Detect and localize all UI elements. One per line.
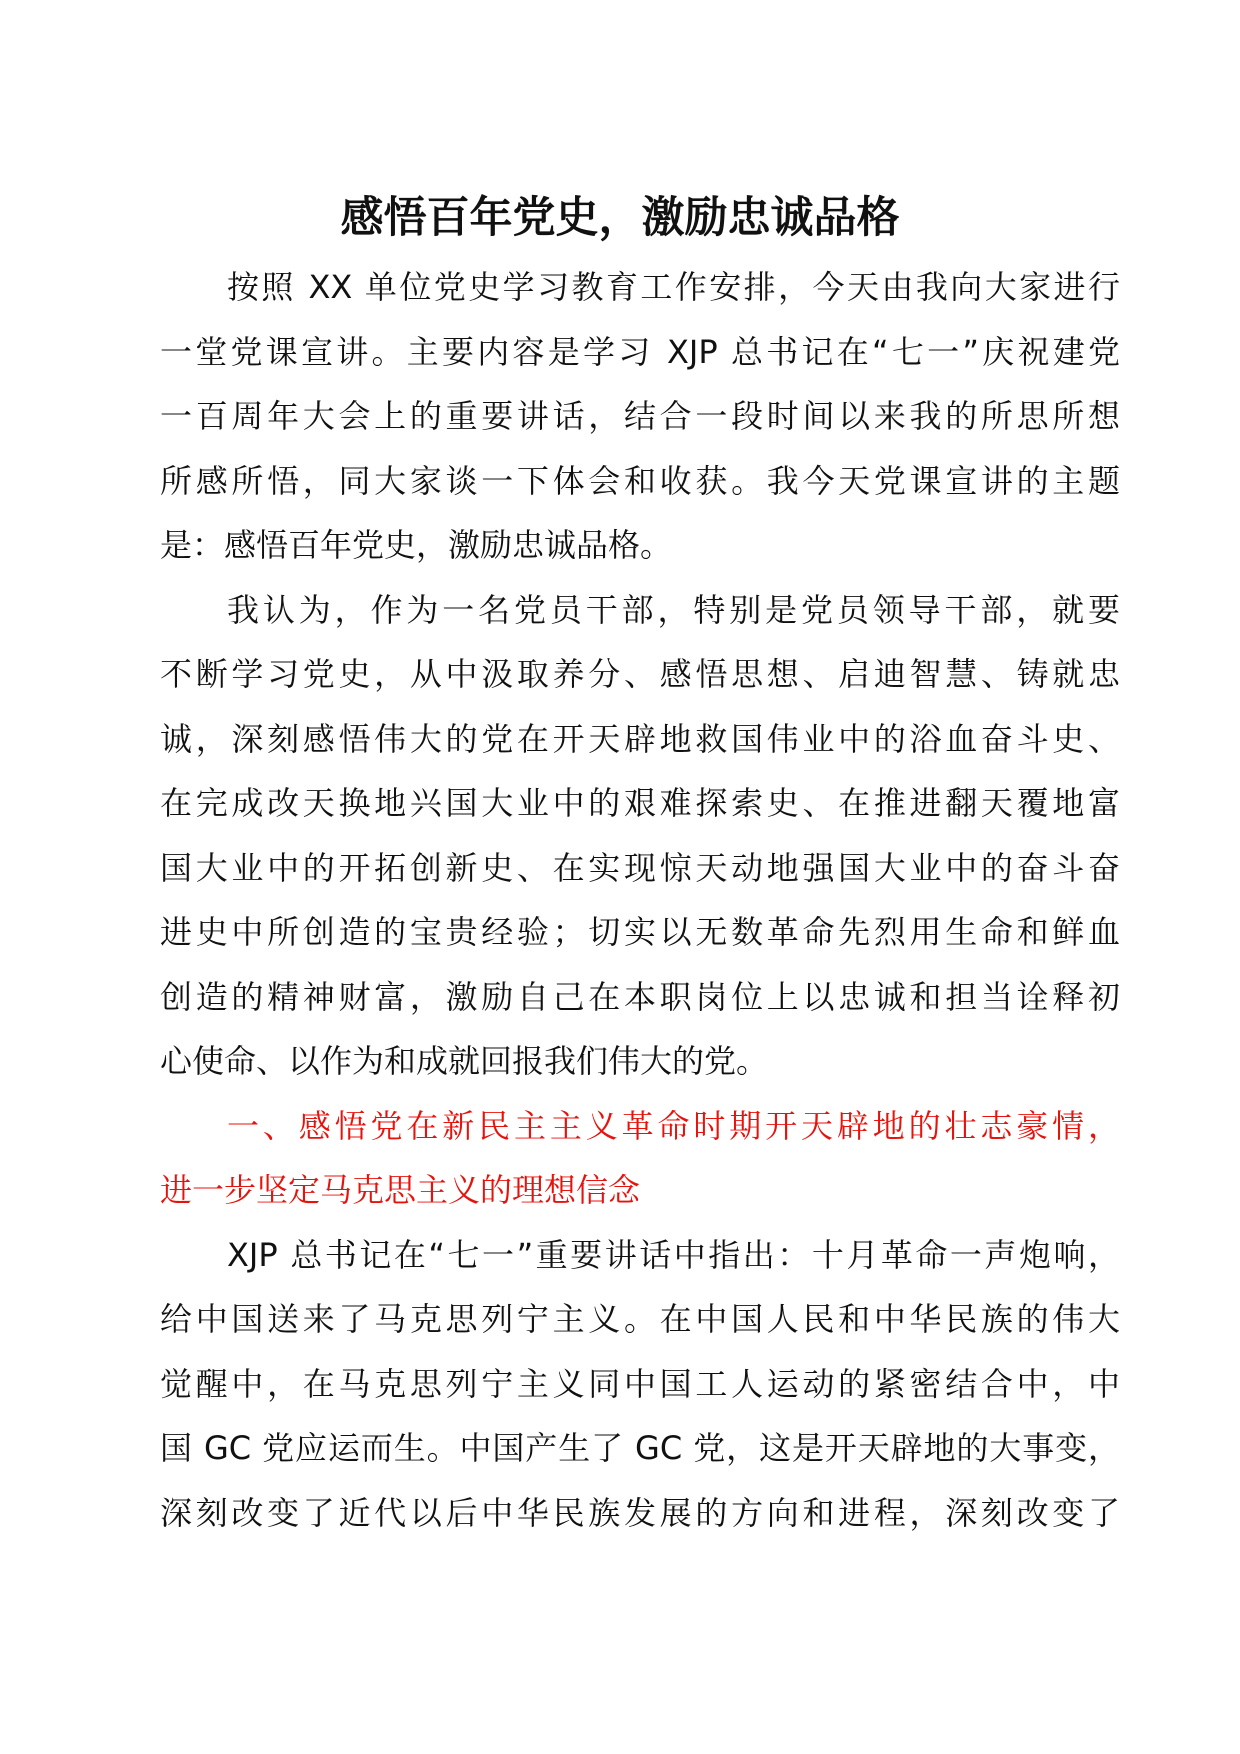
section-heading-line: 一、感悟党在新民主主义革命时期开天辟地的壮志豪情， (227, 1106, 1120, 1145)
text-line: 是：感悟百年党史，激励忠诚品格。 (160, 526, 673, 564)
text-line: XJP 总书记在“七一”重要讲话中指出：十月革命一声炮响， (227, 1235, 1120, 1274)
text-line: 给中国送来了马克思列宁主义。在中国人民和中华民族的伟大 (160, 1300, 1120, 1338)
text-line: 在完成改天换地兴国大业中的艰难探索史、在推进翻天覆地富 (160, 784, 1120, 822)
text-line: 进史中所创造的宝贵经验；切实以无数革命先烈用生命和鲜血 (160, 913, 1120, 951)
text-line: 我认为，作为一名党员干部，特别是党员领导干部，就要 (227, 590, 1120, 629)
text-line: 按照 XX 单位党史学习教育工作安排，今天由我向大家进行 (227, 268, 1120, 306)
text-line: 一堂党课宣讲。主要内容是学习 XJP 总书记在“七一”庆祝建党 (160, 332, 1120, 371)
text-line: 国 GC 党应运而生。中国产生了 GC 党，这是开天辟地的大事变， (160, 1429, 1120, 1467)
text-line: 不断学习党史，从中汲取养分、感悟思想、启迪智慧、铸就忠 (160, 655, 1120, 693)
text-line: 心使命、以作为和成就回报我们伟大的党。 (160, 1042, 769, 1080)
text-line: 觉醒中，在马克思列宁主义同中国工人运动的紧密结合中，中 (160, 1364, 1120, 1403)
text-line: 深刻改变了近代以后中华民族发展的方向和进程，深刻改变了 (160, 1493, 1120, 1532)
document-title: 感悟百年党史，激励忠诚品格 (340, 193, 900, 243)
text-line: 创造的精神财富，激励自己在本职岗位上以忠诚和担当诠释初 (160, 977, 1120, 1016)
text-line: 所感所悟，同大家谈一下体会和收获。我今天党课宣讲的主题 (160, 461, 1120, 500)
document-body (160, 255, 1120, 1545)
text-line: 一百周年大会上的重要讲话，结合一段时间以来我的所思所想 (160, 397, 1120, 435)
text-line: 诚，深刻感悟伟大的党在开天辟地救国伟业中的浴血奋斗史、 (160, 719, 1120, 758)
section-heading-line: 进一步坚定马克思主义的理想信念 (160, 1171, 641, 1209)
text-line: 国大业中的开拓创新史、在实现惊天动地强国大业中的奋斗奋 (160, 848, 1120, 887)
